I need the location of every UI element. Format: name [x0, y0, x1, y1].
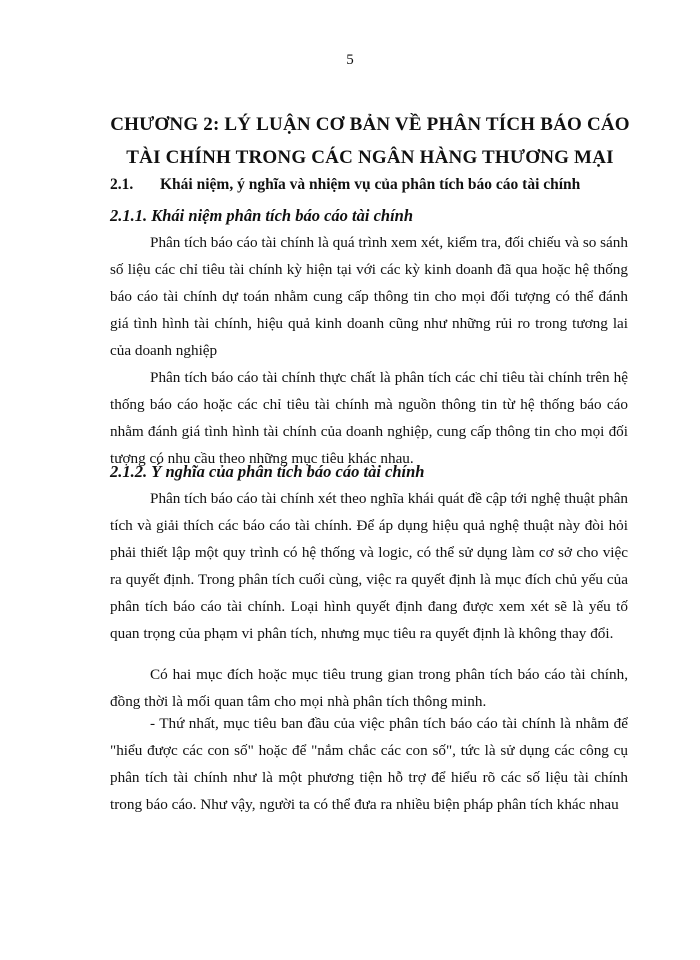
section-title: Khái niệm, ý nghĩa và nhiệm vụ của phân tích báo cáo tài chính	[160, 176, 581, 193]
paragraph: Phân tích báo cáo tài chính xét theo nghĩa khái quát đề cập tới nghệ thuật phân tích và giải thích các báo cáo tài chính. Để áp dụng hiệu quả nghệ thuật này đòi hỏi phải thiết lập một quy trình có hệ thống và logic, có thể sử dụng làm cơ sở cho việc ra quyết định. Trong phân tích cuối cùng, việc ra quyết định là mục đích chủ yếu của phân tích báo cáo tài chính. Loại hình quyết định đang được xem xét sẽ là yếu tố quan trọng của phạm vi phân tích, nhưng mục tiêu ra quyết định là không thay đổi.	[110, 490, 628, 642]
paragraph: Phân tích báo cáo tài chính là quá trình xem xét, kiểm tra, đối chiếu và so sánh số liệu các chỉ tiêu tài chính kỳ hiện tại với các kỳ kinh doanh đã qua hoặc hệ thống báo cáo tài chính dự toán nhằm cung cấp thông tin cho mọi đối tượng có thể đánh giá tình hình tài chính, hiệu quả kinh doanh cũng như những rủi ro trong tương lai của doanh nghiệp	[110, 234, 628, 359]
section-number: 2.1.	[110, 176, 134, 193]
paragraph: Có hai mục đích hoặc mục tiêu trung gian trong phân tích báo cáo tài chính, đồng thời là mối quan tâm cho mọi nhà phân tích thông minh.	[110, 666, 628, 710]
section-heading	[110, 176, 670, 194]
page-number: 5	[346, 52, 354, 68]
subsection-heading-2: 2.1.2. Ý nghĩa của phân tích báo cáo tài chính	[110, 462, 425, 481]
paragraph: Phân tích báo cáo tài chính thực chất là phân tích các chỉ tiêu tài chính trên hệ thống báo cáo hoặc các chỉ tiêu tài chính mà nguồn thông tin từ hệ thống báo cáo nhằm đánh giá tình hình tài chính của doanh nghiệp, cung cấp thông tin cho mọi đối tượng có nhu cầu theo những mục tiêu khác nhau.	[110, 369, 628, 467]
chapter-title	[90, 108, 650, 174]
chapter-title-line-2: TÀI CHÍNH TRONG CÁC NGÂN HÀNG THƯƠNG MẠI	[126, 147, 614, 168]
paragraph: - Thứ nhất, mục tiêu ban đầu của việc phân tích báo cáo tài chính là nhằm để "hiểu được các con số" hoặc để "nắm chắc các con số", tức là sử dụng các công cụ phân tích tài chính như là một phương tiện hỗ trợ để hiểu rõ các số liệu tài chính trong báo cáo. Như vậy, người ta có thể đưa ra nhiều biện pháp phân tích khác nhau	[110, 715, 628, 813]
subsection-heading-1: 2.1.1. Khái niệm phân tích báo cáo tài chính	[110, 206, 414, 225]
chapter-title-line-1: CHƯƠNG 2: LÝ LUẬN CƠ BẢN VỀ PHÂN TÍCH BÁO CÁO	[110, 114, 630, 135]
